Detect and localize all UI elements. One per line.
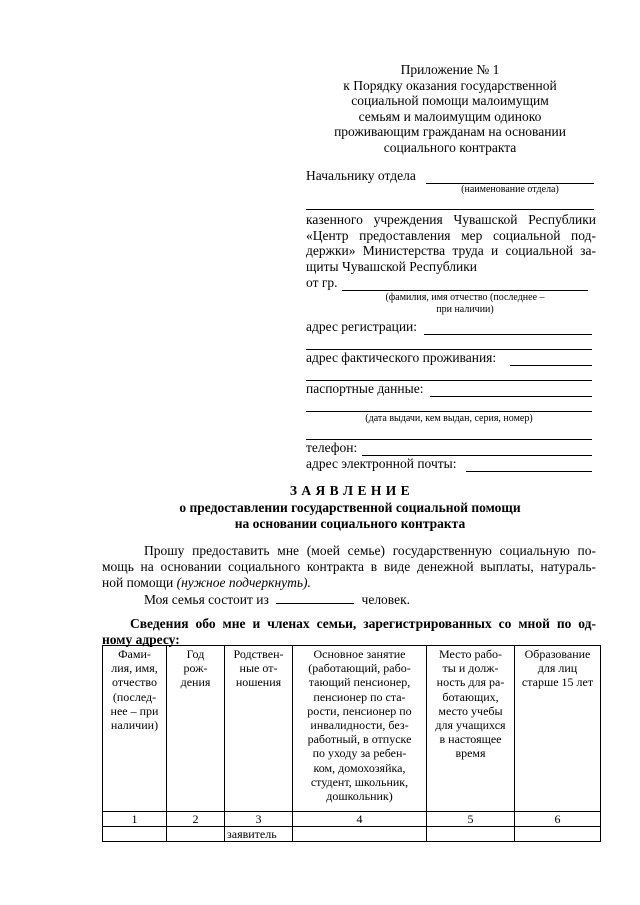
institution-line: «Центр предоставления мер социальной под-	[306, 227, 596, 243]
phone-label: телефон:	[306, 440, 358, 455]
appendix-line: проживающим гражданам на основании	[334, 124, 566, 140]
appendix-header	[300, 62, 600, 156]
underline-hint: (нужное подчеркнуть).	[176, 575, 311, 590]
family-size-field[interactable]	[276, 591, 354, 604]
table-cell-relation: заявитель	[225, 827, 293, 842]
statement-title: З А Я В Л Е Н И Е	[289, 483, 411, 498]
email-field[interactable]	[466, 471, 592, 472]
institution-line: держки» Министерства труда и социальной за-	[306, 243, 596, 258]
family-size-label: Моя семья состоит из	[144, 592, 269, 607]
appendix-line: социального контракта	[383, 139, 517, 155]
statement-subtitle-1: о предоставлении государственной социальной помощи	[179, 500, 521, 515]
info-heading-line: Сведения обо мне и членах семьи, зарегистрированных со мной по од-	[130, 616, 596, 631]
header-workplace: Место рабо- ты и долж- ность для ра- ботающих, место учебы для учащихся в настоящее время	[435, 647, 506, 761]
table-cell-occupation[interactable]	[293, 827, 427, 842]
info-heading-line: ному адресу:	[102, 632, 180, 647]
institution-name	[306, 212, 596, 274]
head-label: Начальнику отдела	[306, 168, 416, 183]
institution-line: казенного учреждения Чувашской Республики	[306, 212, 596, 227]
passport-field[interactable]	[430, 396, 592, 397]
request-line: мощь на основании социального контракта в виде денежной выплаты, натураль-	[102, 559, 596, 574]
info-heading	[102, 616, 596, 648]
appendix-line: Приложение № 1	[400, 62, 500, 77]
institution-line: щиты Чувашской Республики	[306, 258, 478, 274]
appendix-line: к Порядку оказания государственной	[343, 77, 557, 93]
request-line	[102, 575, 596, 591]
full-name-hint-2: при наличии)	[436, 304, 494, 315]
column-number: 4	[293, 812, 427, 827]
header-birth-year: Год рож- дения	[180, 647, 211, 690]
reg-address-label: адрес регистрации:	[306, 319, 418, 334]
request-line: Прошу предоставить мне (моей семье) государственную социальную по-	[144, 543, 596, 558]
column-number: 2	[167, 812, 225, 827]
full-name-field[interactable]	[342, 290, 588, 291]
actual-address-field[interactable]	[510, 365, 592, 366]
actual-address-label: адрес фактического проживания:	[306, 350, 497, 365]
column-number: 6	[515, 812, 601, 827]
table-header-row	[103, 646, 601, 812]
table-header-cell	[427, 646, 515, 812]
department-field-2[interactable]	[306, 209, 594, 210]
table-cell-workplace[interactable]	[427, 827, 515, 842]
table-header-cell	[103, 646, 167, 812]
table-header-cell	[293, 646, 427, 812]
department-hint: (наименование отдела)	[461, 184, 559, 195]
statement-subtitle-2: на основании социального контракта	[234, 516, 466, 531]
appendix-line: семьям и малоимущим одиноко	[358, 108, 542, 124]
request-paragraph	[102, 543, 596, 591]
from-label: от гр.	[306, 275, 338, 290]
column-number: 1	[103, 812, 167, 827]
passport-hint: (дата выдачи, кем выдан, серия, номер)	[365, 413, 533, 424]
family-size-line	[144, 591, 410, 608]
table-cell-fullname[interactable]	[103, 827, 167, 842]
table-header-cell	[515, 646, 601, 812]
passport-field-2[interactable]	[306, 411, 592, 412]
table-header-cell	[225, 646, 293, 812]
header-relation: Родствен- ные от- ношения	[233, 647, 284, 690]
table-header-cell	[167, 646, 225, 812]
passport-label: паспортные данные:	[306, 381, 424, 396]
header-occupation: Основное занятие (работающий, рабо- тающий пенсионер, пенсионер по ста- рости, пенсионер по инвалидности, без- работный, в отпуске по уходу за ребен- ком, домохозяйка, студент, школьник, дошкольник)	[307, 647, 412, 804]
full-name-hint-1: (фамилия, имя отчество (последнее –	[385, 292, 545, 303]
table-row	[103, 827, 601, 842]
request-line-text: ной помощи	[102, 575, 177, 590]
header-fullname: Фами- лия, имя, отчество (послед- нее – при наличии)	[110, 647, 159, 733]
family-members-table	[102, 645, 601, 842]
column-number: 3	[225, 812, 293, 827]
table-cell-birth-year[interactable]	[167, 827, 225, 842]
family-size-unit: человек.	[361, 592, 411, 607]
appendix-line: социальной помощи малоимущим	[351, 93, 549, 109]
email-label: адрес электронной почты:	[306, 456, 457, 471]
table-cell-education[interactable]	[515, 827, 601, 842]
column-number: 5	[427, 812, 515, 827]
table-number-row	[103, 812, 601, 827]
reg-address-field[interactable]	[424, 334, 592, 335]
header-education: Образование для лиц старше 15 лет	[521, 647, 594, 690]
